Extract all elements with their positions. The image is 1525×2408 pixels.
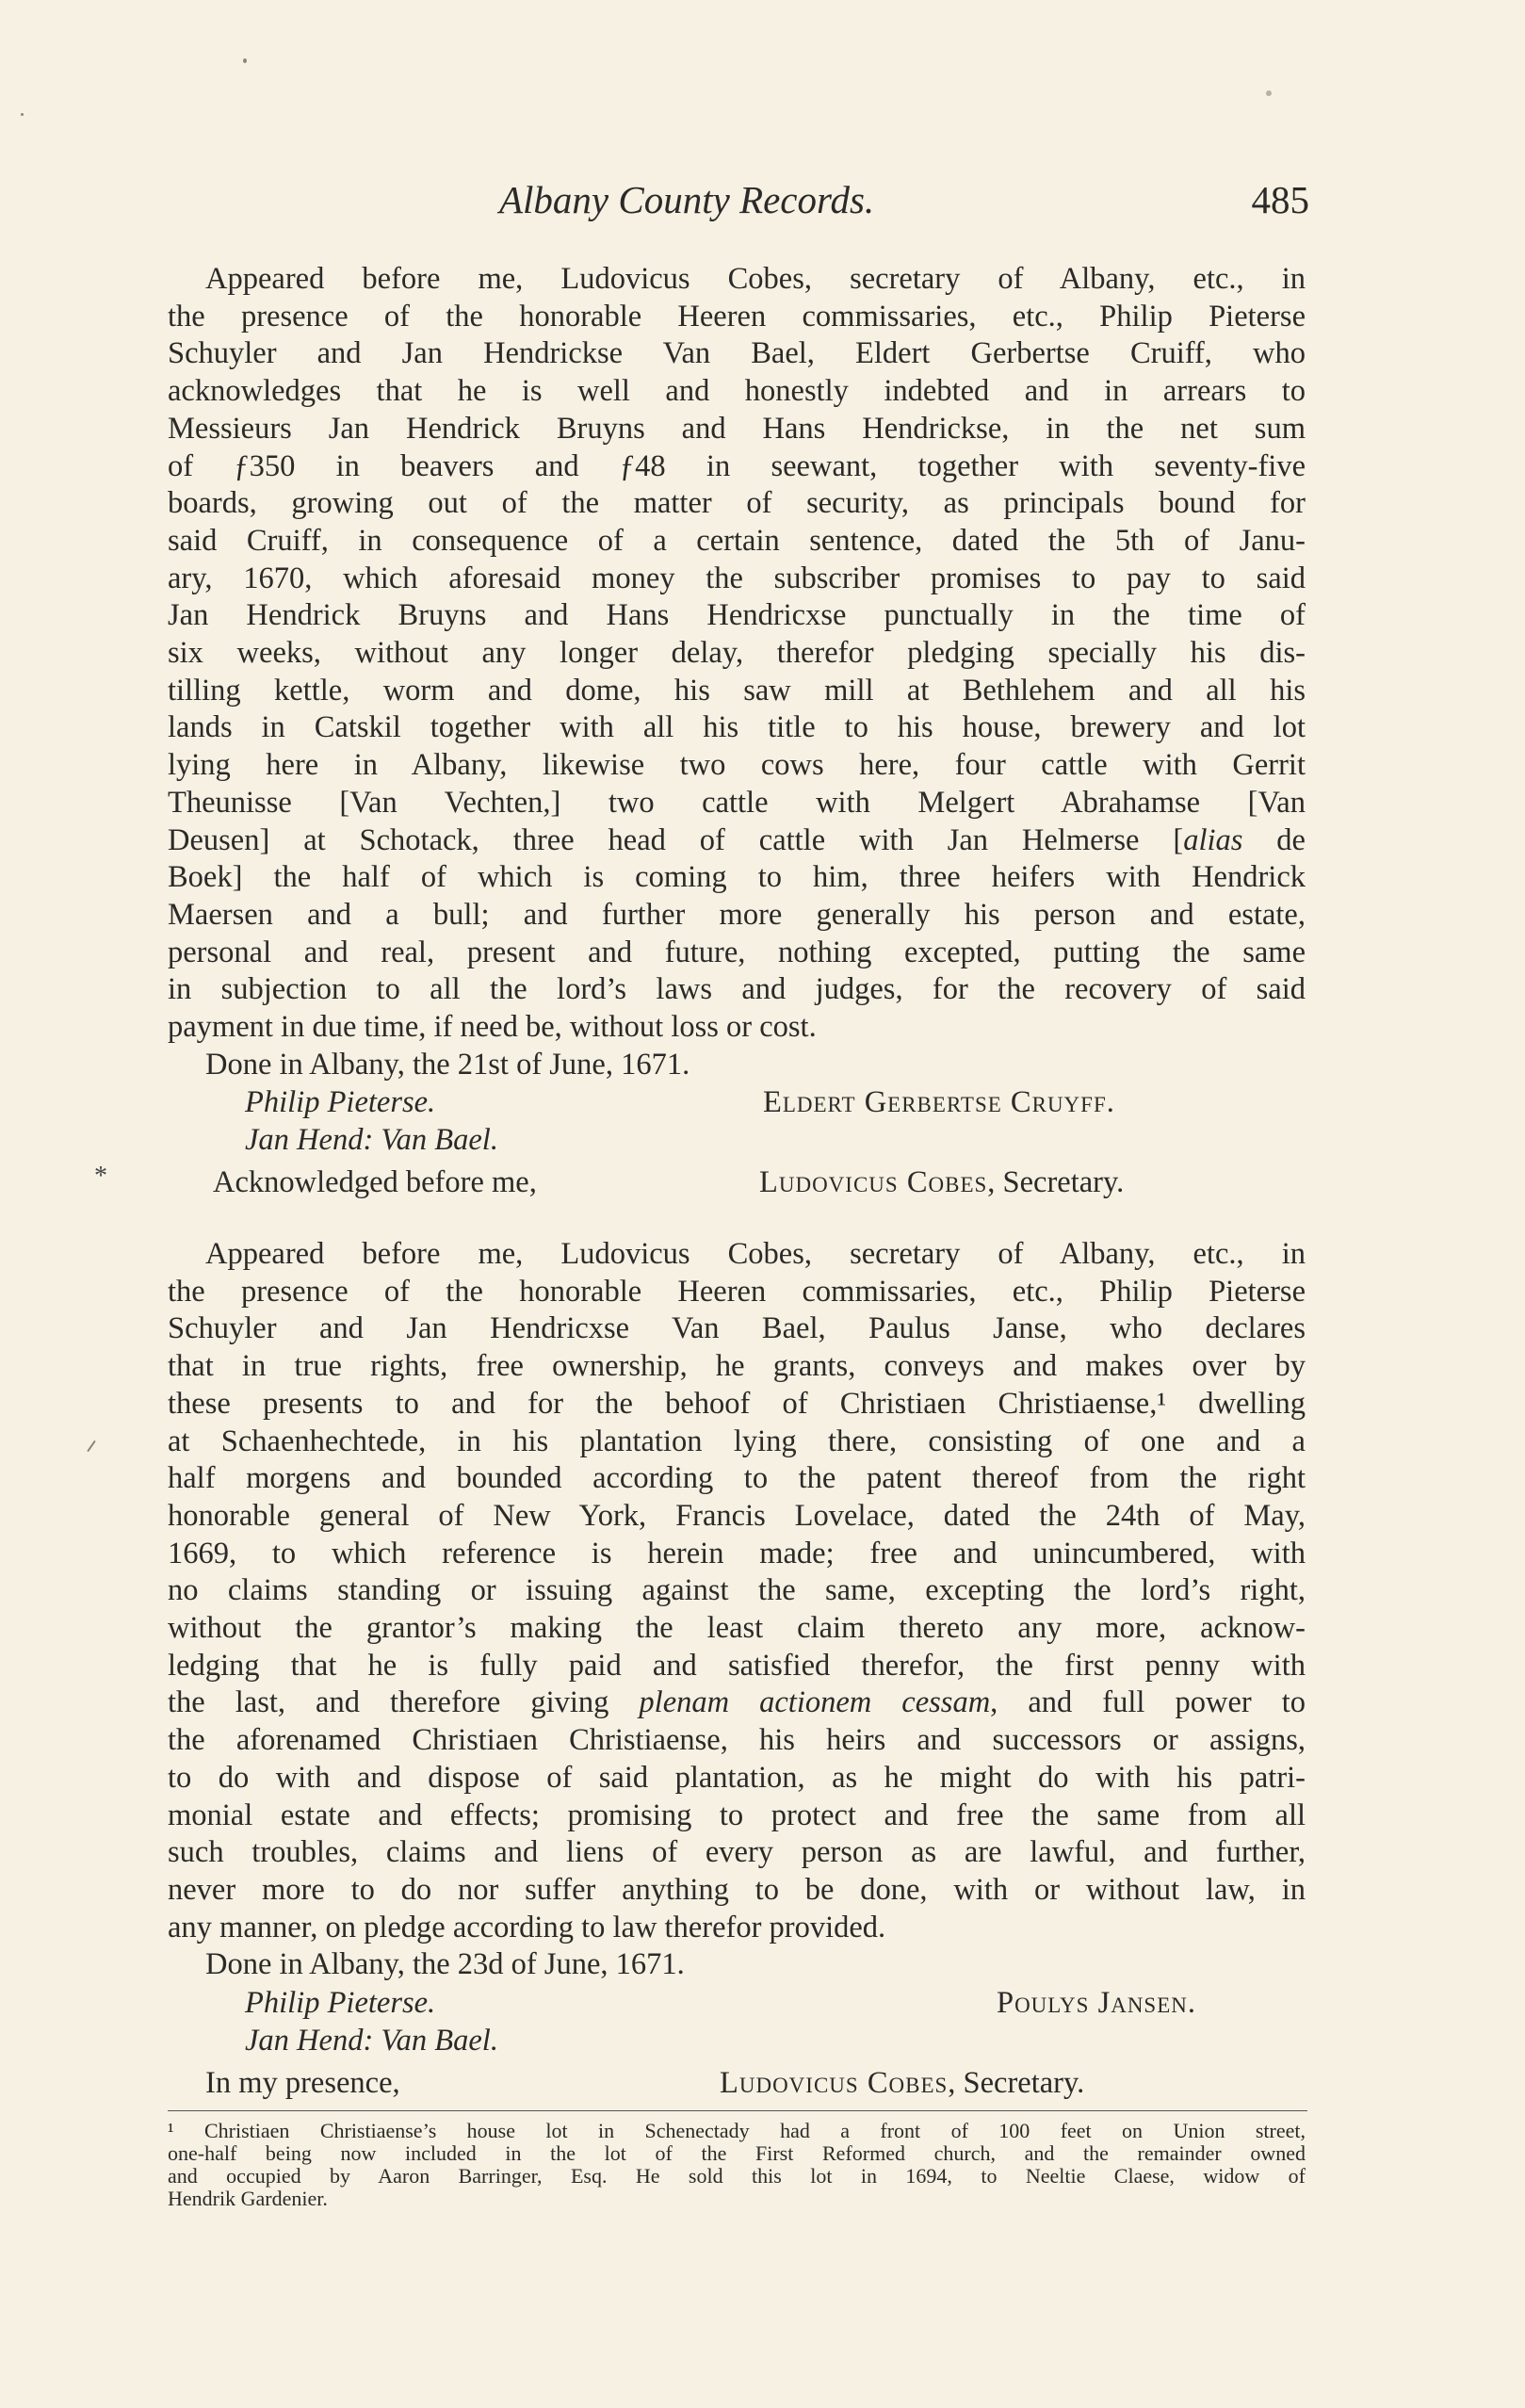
text-line: of ƒ350 in beavers and ƒ48 in seewant, together with seventy-five xyxy=(168,448,1306,483)
signature-row xyxy=(168,1984,1306,2022)
text-line: lands in Catskil together with all his title to his house, brewery and lot xyxy=(168,710,1306,745)
text-line: boards, growing out of the matter of security, as principals bound for xyxy=(168,486,1306,521)
secretary-title: , Secretary. xyxy=(948,2066,1085,2101)
text-line: the presence of the honorable Heeren commissaries, etc., Philip Pieterse xyxy=(168,1274,1306,1309)
text-segment: , and full power to xyxy=(990,1685,1306,1720)
text-line: without the grantor’s making the least claim thereto any more, acknow- xyxy=(168,1611,1306,1646)
text-line: six weeks, without any longer delay, therefor pledging specially his dis- xyxy=(168,636,1306,671)
text-line: half morgens and bounded according to the patent thereof from the right xyxy=(168,1461,1306,1496)
text-line: monial estate and effects; promising to protect and free the same from all xyxy=(168,1798,1306,1832)
deed-paragraph-2 xyxy=(168,1236,1306,2102)
italic-term: alias xyxy=(1183,822,1243,857)
acknowledgement-row xyxy=(168,1163,1306,1201)
text-line: payment in due time, if need be, without loss or cost. xyxy=(168,1010,817,1045)
signature-name: Jan Hend: Van Bael. xyxy=(245,2024,498,2058)
signature-name: Philip Pieterse. xyxy=(245,1986,436,2021)
text-line: the aforenamed Christiaen Christiaense, his heirs and successors or assigns, xyxy=(168,1723,1306,1758)
page-header xyxy=(499,177,1309,224)
text-line: personal and real, present and future, nothing excepted, putting the same xyxy=(168,935,1306,969)
text-line: Appeared before me, Ludovicus Cobes, secretary of Albany, etc., in xyxy=(205,262,1306,296)
footnote-line: one-half being now included in the lot of the First Reformed church, and the remainder owned xyxy=(168,2141,1306,2165)
text-line: honorable general of New York, Francis Lovelace, dated the 24th of May, xyxy=(168,1498,1306,1533)
acknowledgement-label: Acknowledged before me, xyxy=(213,1165,537,1200)
page-number: 485 xyxy=(1251,178,1309,221)
text-line: the presence of the honorable Heeren commissaries, etc., Philip Pieterse xyxy=(168,299,1306,334)
text-segment: de xyxy=(1242,822,1306,857)
margin-asterisk-icon: * xyxy=(94,1162,107,1191)
secretary-signature xyxy=(759,1163,1124,1201)
secretary-signature xyxy=(720,2064,1084,2102)
text-line xyxy=(168,1684,1306,1722)
presence-row xyxy=(168,2064,1306,2102)
text-line: ary, 1670, which aforesaid money the subscriber promises to pay to said xyxy=(168,561,1306,595)
text-line: acknowledges that he is well and honestly indebted and in arrears to xyxy=(168,374,1306,409)
text-line: to do with and dispose of said plantation, as he might do with his patri- xyxy=(168,1760,1306,1795)
signature-name: Jan Hend: Van Bael. xyxy=(245,1123,498,1158)
text-line: never more to do nor suffer anything to be done, with or without law, in xyxy=(168,1872,1306,1907)
deed-paragraph-1 xyxy=(168,261,1306,1201)
ink-speck xyxy=(243,58,247,63)
signature-row xyxy=(168,2022,1306,2059)
text-line: Appeared before me, Ludovicus Cobes, secretary of Albany, etc., in xyxy=(205,1237,1306,1271)
text-line: in subjection to all the lord’s laws and judges, for the recovery of said xyxy=(168,972,1306,1007)
text-line: Jan Hendrick Bruyns and Hans Hendricxse punctually in the time of xyxy=(168,598,1306,633)
text-line: Maersen and a bull; and further more generally his person and estate, xyxy=(168,897,1306,932)
secretary-name: Ludovicus Cobes xyxy=(720,2066,949,2101)
footnote-line: ¹ Christiaen Christiaense’s house lot in Schenectady had a front of 100 feet on Union street, xyxy=(168,2119,1306,2142)
text-line: ledging that he is fully paid and satisfied therefor, the first penny with xyxy=(168,1648,1306,1683)
text-segment: Deusen] at Schotack, three head of cattle with Jan Helmerse [ xyxy=(168,822,1184,857)
text-line: 1669, to which reference is herein made; free and unincumbered, with xyxy=(168,1536,1306,1570)
signature-name: Philip Pieterse. xyxy=(245,1085,436,1120)
text-line: no claims standing or issuing against the same, excepting the lord’s right, xyxy=(168,1573,1306,1608)
footnote-line: and occupied by Aaron Barringer, Esq. He sold this lot in 1694, to Neeltie Claese, widow of xyxy=(168,2164,1306,2188)
text-line: such troubles, claims and liens of every person as are lawful, and further, xyxy=(168,1835,1306,1870)
text-line: Schuyler and Jan Hendricxse Van Bael, Paulus Janse, who declares xyxy=(168,1311,1306,1346)
text-line: tilling kettle, worm and dome, his saw mill at Bethlehem and all his xyxy=(168,673,1306,708)
text-line: that in true rights, free ownership, he grants, conveys and makes over by xyxy=(168,1349,1306,1384)
footnote-line: Hendrik Gardenier. xyxy=(168,2187,328,2210)
text-segment: the last, and therefore giving xyxy=(168,1685,640,1720)
signature-name: Poulys Jansen. xyxy=(997,1986,1197,2021)
running-title: Albany County Records. xyxy=(499,178,875,221)
text-line xyxy=(168,822,1306,860)
ink-speck xyxy=(21,113,24,116)
text-line: at Schaenhechtede, in his plantation lying there, consisting of one and a xyxy=(168,1424,1306,1458)
ink-speck xyxy=(87,1440,96,1453)
text-line: these presents to and for the behoof of Christiaen Christiaense,¹ dwelling xyxy=(168,1386,1306,1421)
italic-term: plenam actionem cessam xyxy=(639,1685,991,1720)
footnote-rule xyxy=(168,2110,1307,2111)
text-line: Boek] the half of which is coming to him, three heifers with Hendrick xyxy=(168,860,1306,895)
presence-label: In my presence, xyxy=(205,2066,400,2101)
date-line: Done in Albany, the 21st of June, 1671. xyxy=(205,1047,690,1082)
secretary-name: Ludovicus Cobes xyxy=(759,1165,988,1200)
footnote xyxy=(168,2120,1306,2210)
signature-name: Eldert Gerbertse Cruyff. xyxy=(763,1085,1115,1120)
date-line: Done in Albany, the 23d of June, 1671. xyxy=(205,1947,685,1982)
text-line: Messieurs Jan Hendrick Bruyns and Hans Hendrickse, in the net sum xyxy=(168,411,1306,446)
text-line: Schuyler and Jan Hendrickse Van Bael, Eldert Gerbertse Cruiff, who xyxy=(168,336,1306,371)
text-line: lying here in Albany, likewise two cows here, four cattle with Gerrit xyxy=(168,748,1306,783)
signature-row xyxy=(168,1083,1306,1121)
text-line: any manner, on pledge according to law therefor provided. xyxy=(168,1910,886,1944)
secretary-title: , Secretary. xyxy=(987,1165,1125,1200)
ink-speck xyxy=(1266,90,1272,96)
text-line: Theunisse [Van Vechten,] two cattle with Melgert Abrahamse [Van xyxy=(168,785,1306,820)
text-line: said Cruiff, in consequence of a certain sentence, dated the 5th of Janu- xyxy=(168,523,1306,558)
signature-row xyxy=(168,1121,1306,1159)
